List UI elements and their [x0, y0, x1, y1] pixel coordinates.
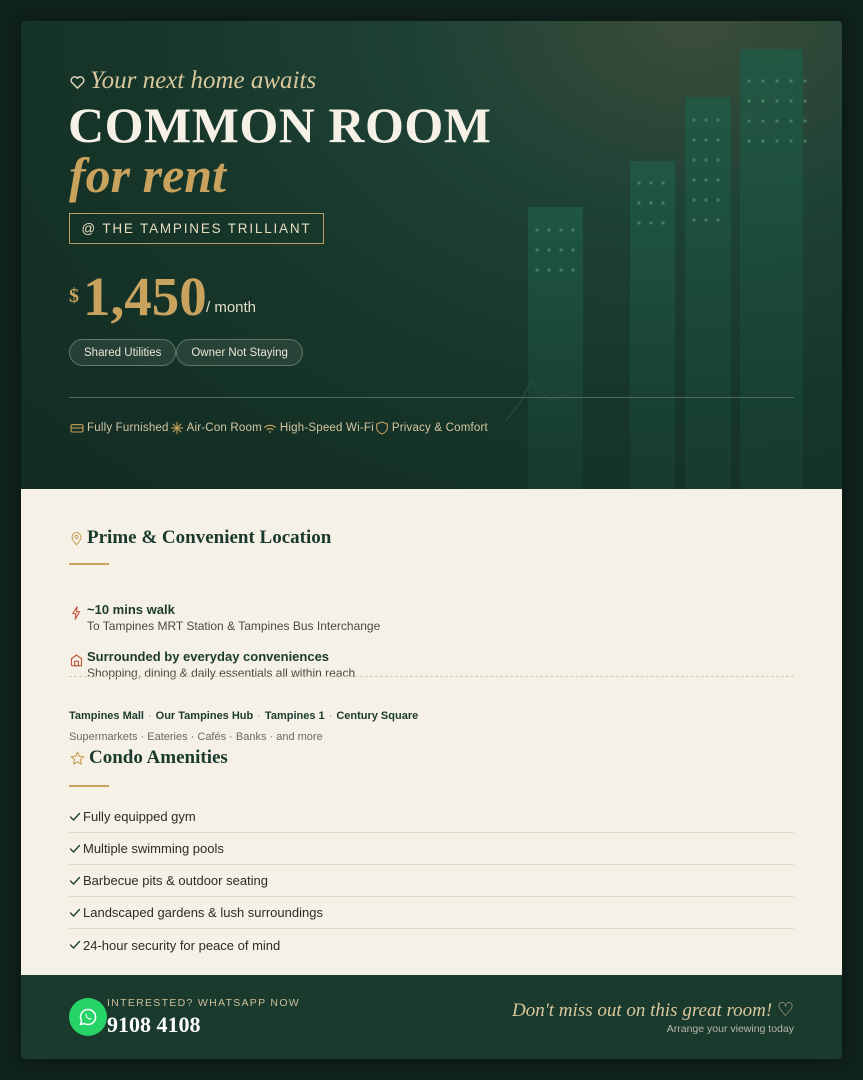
window-dot — [716, 178, 719, 181]
amenity-item — [69, 929, 794, 961]
window-dot — [704, 158, 707, 161]
location-item-desc: Shopping, dining & daily essentials all within reach — [87, 666, 356, 680]
chip-owner-not-staying: Owner Not Staying — [176, 339, 303, 366]
amenity-label: Barbecue pits & outdoor seating — [83, 873, 269, 888]
window-dot — [692, 158, 695, 161]
window-dot — [789, 139, 792, 142]
location-heading-text: Prime & Convenient Location — [87, 527, 332, 548]
hero-tagline-text: Your next home awaits — [90, 67, 317, 94]
place-century-square: Century Square — [336, 710, 419, 722]
dashed-divider — [69, 676, 794, 677]
heading-underline — [69, 563, 109, 565]
window-dot — [692, 218, 695, 221]
window-dot — [692, 118, 695, 121]
amenity-label: Fully equipped gym — [83, 809, 196, 824]
store-icon — [69, 652, 84, 668]
amenity-item — [69, 801, 794, 833]
map-pin-icon — [69, 531, 84, 546]
lightning-icon — [69, 605, 84, 621]
wifi-icon — [262, 420, 278, 436]
window-dot — [761, 99, 764, 102]
window-dot — [559, 228, 562, 231]
check-icon — [69, 843, 81, 855]
window-dot — [803, 99, 806, 102]
location-item-title: Surrounded by everyday conveniences — [87, 649, 330, 664]
contact-footer — [21, 975, 842, 1059]
nearby-places: Tampines Mall · Our Tampines Hub · Tampines 1 · Century Square — [69, 710, 419, 722]
place-tampines-mall: Tampines Mall — [69, 710, 144, 722]
place-tampines-1: Tampines 1 — [264, 710, 325, 722]
window-dot — [637, 181, 640, 184]
heading-underline — [69, 785, 109, 787]
window-dot — [559, 248, 562, 251]
window-dot — [637, 221, 640, 224]
whatsapp-button[interactable] — [69, 998, 107, 1036]
whatsapp-icon — [78, 1007, 98, 1027]
feature-wifi — [262, 420, 374, 436]
location-item-conveniences — [69, 649, 355, 682]
amenities-heading — [69, 747, 228, 769]
sofa-icon — [69, 420, 85, 436]
feature-label: Air-Con Room — [186, 422, 262, 434]
window-dot — [716, 218, 719, 221]
location-heading — [69, 527, 331, 549]
window-dot — [692, 138, 695, 141]
place-types: Supermarkets · Eateries · Cafés · Banks · and more — [69, 731, 323, 743]
window-dot — [716, 158, 719, 161]
footer-cta: Don't miss out on this great room! ♡ — [511, 1000, 794, 1021]
shield-icon — [374, 420, 390, 436]
window-dot — [535, 248, 538, 251]
feature-label: Fully Furnished — [87, 422, 169, 434]
tag-chips — [69, 339, 303, 366]
window-dot — [803, 79, 806, 82]
window-dot — [559, 268, 562, 271]
window-dot — [704, 218, 707, 221]
place-our-tampines-hub: Our Tampines Hub — [155, 710, 254, 722]
window-dot — [704, 138, 707, 141]
amenity-item — [69, 833, 794, 865]
feature-privacy — [374, 420, 488, 436]
phone-number[interactable]: 9108 4108 — [107, 1012, 201, 1037]
listing-card — [21, 21, 842, 1059]
window-dot — [716, 138, 719, 141]
window-dot — [704, 198, 707, 201]
star-icon — [69, 750, 86, 767]
window-dot — [661, 181, 664, 184]
check-icon — [69, 811, 81, 823]
amenity-label: 24-hour security for peace of mind — [83, 937, 281, 953]
window-dot — [803, 119, 806, 122]
feature-label: Privacy & Comfort — [391, 422, 488, 434]
heart-icon — [69, 74, 86, 91]
window-dot — [761, 119, 764, 122]
amenity-list — [69, 801, 794, 961]
amenity-label: Multiple swimming pools — [83, 841, 224, 856]
location-item-title: ~10 mins walk — [87, 602, 175, 617]
hero-title: COMMON ROOM — [68, 97, 492, 153]
window-dot — [747, 139, 750, 142]
window-dot — [747, 99, 750, 102]
details-section — [21, 489, 842, 975]
window-dot — [535, 268, 538, 271]
window-dot — [661, 201, 664, 204]
window-dot — [692, 198, 695, 201]
window-dot — [571, 248, 574, 251]
window-dot — [637, 201, 640, 204]
window-dot — [789, 99, 792, 102]
window-dot — [547, 268, 550, 271]
divider — [69, 397, 794, 398]
window-dot — [649, 181, 652, 184]
hero-section — [21, 21, 842, 489]
window-dot — [692, 178, 695, 181]
window-dot — [775, 79, 778, 82]
amenity-item — [69, 865, 794, 897]
window-dot — [789, 119, 792, 122]
window-dot — [775, 139, 778, 142]
hero-subtitle: for rent — [69, 147, 226, 203]
window-dot — [747, 79, 750, 82]
location-badge: @ THE TAMPINES TRILLIANT — [69, 213, 324, 244]
check-icon — [69, 907, 81, 919]
feature-furnished — [69, 420, 169, 436]
amenity-item — [69, 897, 794, 929]
window-dot — [704, 118, 707, 121]
check-icon — [69, 875, 81, 887]
window-dot — [775, 119, 778, 122]
feature-list — [69, 419, 488, 437]
window-dot — [661, 221, 664, 224]
check-icon — [69, 939, 81, 951]
feature-aircon — [169, 420, 262, 436]
footer-subtext: Arrange your viewing today — [666, 1023, 794, 1035]
window-dot — [571, 268, 574, 271]
hero-tagline — [69, 66, 316, 96]
window-dot — [649, 201, 652, 204]
window-dot — [571, 228, 574, 231]
window-dot — [747, 119, 750, 122]
window-dot — [789, 79, 792, 82]
snowflake-icon — [169, 420, 185, 436]
location-item-mrt — [69, 602, 380, 635]
window-dot — [803, 139, 806, 142]
price-unit: / month — [206, 299, 257, 316]
chip-shared-utilities: Shared Utilities — [69, 339, 176, 366]
window-dot — [761, 139, 764, 142]
window-dot — [704, 178, 707, 181]
price-amount: 1,450 — [83, 266, 207, 327]
price-currency: $ — [69, 285, 79, 307]
window-dot — [547, 228, 550, 231]
window-dot — [775, 99, 778, 102]
location-item-desc: To Tampines MRT Station & Tampines Bus Interchange — [87, 619, 381, 633]
window-dot — [761, 79, 764, 82]
amenities-heading-text: Condo Amenities — [89, 747, 228, 768]
window-dot — [716, 198, 719, 201]
whatsapp-label: INTERESTED? WHATSAPP NOW — [107, 997, 300, 1009]
window-dot — [716, 118, 719, 121]
window-dot — [535, 228, 538, 231]
window-dot — [547, 248, 550, 251]
amenity-label: Landscaped gardens & lush surroundings — [83, 905, 323, 920]
feature-label: High-Speed Wi-Fi — [279, 422, 374, 434]
window-dot — [649, 221, 652, 224]
